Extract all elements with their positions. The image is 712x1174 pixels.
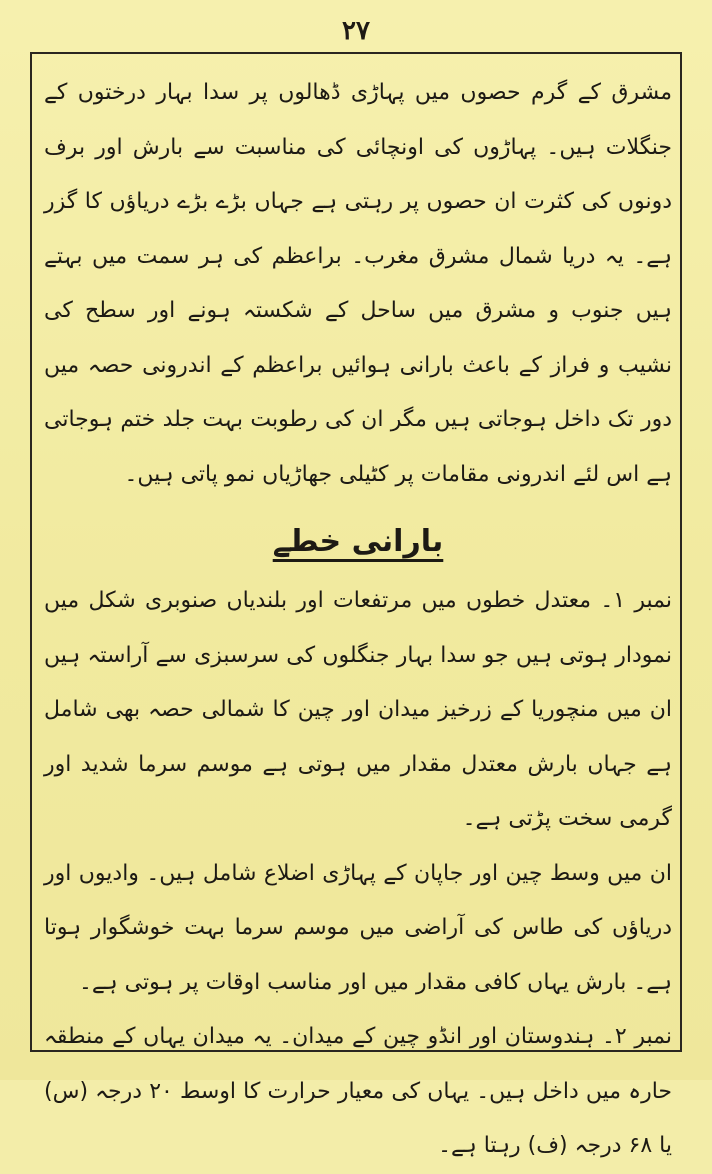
paragraph: نمبر ۱۔ معتدل خطوں میں مرتفعات اور بلندیاں صنوبری شکل میں نمودار ہوتی ہیں جو سدا بہار جنگلوں کی سرسبزی سے آراستہ ہیں ان میں منچوریا کے زرخیز میدان اور چین کا شمالی حصہ بھی شامل ہے جہاں بارش معتدل مقدار میں ہوتی ہے موسم سرما شدید اور گرمی سخت پڑتی ہے۔ (44, 588, 672, 831)
paragraph: ان میں وسط چین اور جاپان کے پہاڑی اضلاع شامل ہیں۔ وادیوں اور دریاؤں کی طاس کی آراضی میں موسم سرما بہت خوشگوار ہوتا ہے۔ بارش یہاں کافی مقدار میں اور مناسب اوقات پر ہوتی ہے۔ (44, 860, 672, 995)
page-number: ۲۷ (342, 16, 370, 46)
paragraph: نمبر ۲۔ ہندوستان اور انڈو چین کے میدان۔ یہ میدان یہاں کے منطقہ حارہ میں داخل ہیں۔ یہاں کی معیار حرارت کا اوسط ۲۰ درجہ (س) یا ۶۸ درجہ (ف) رہتا ہے۔ (44, 1024, 673, 1158)
page-body (44, 66, 672, 1174)
section-heading: بارانی خطے (272, 524, 444, 559)
paragraph: مشرق کے گرم حصوں میں پہاڑی ڈھالوں پر سدا بہار درختوں کے جنگلات ہیں۔ پہاڑوں کی اونچائی کی مناسبت سے بارش اور برف دونوں کی کثرت ان حصوں پر رہتی ہے جہاں بڑے بڑے دریاؤں کا گزر ہے۔ یہ دریا شمال مشرق مغرب۔ براعظم کی ہر سمت میں بہتے ہیں جنوب و مشرق میں ساحل کے شکستہ ہونے اور سطح کی نشیب و فراز کے باعث بارانی ہوائیں براعظم کے اندرونی حصہ میں دور تک داخل ہوجاتی ہیں مگر ان کی رطوبت بہت جلد ختم ہوجاتی ہے اس لئے اندرونی مقامات پر کٹیلی جھاڑیاں نمو پاتی ہیں۔ (44, 80, 672, 487)
